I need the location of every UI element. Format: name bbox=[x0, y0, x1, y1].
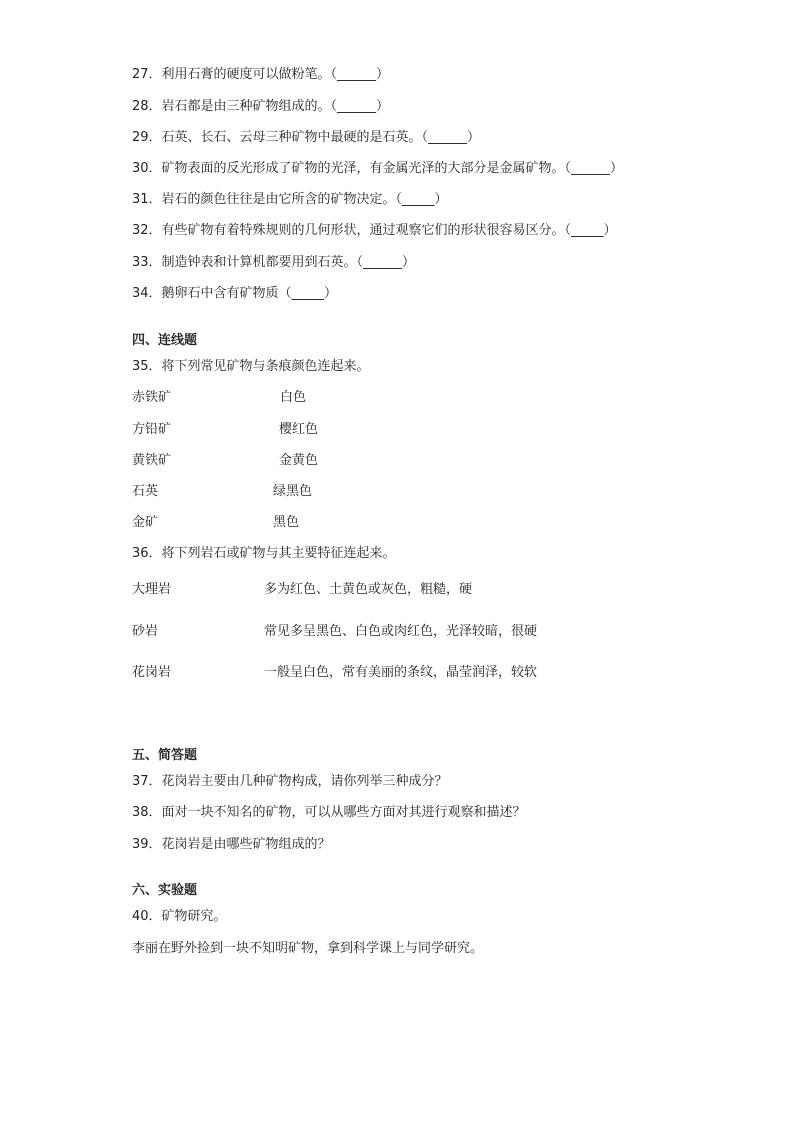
q35-right-5: 黑色 bbox=[273, 515, 300, 530]
section-5-heading: 五、简答题 bbox=[132, 748, 198, 763]
q36-right-3: 一般呈白色，常有美丽的条纹，晶莹润泽，较软 bbox=[264, 665, 538, 680]
q36-left-2: 砂岩 bbox=[132, 624, 159, 639]
question-39: 39．花岗岩是由哪些矿物组成的？ bbox=[132, 837, 331, 852]
question-30: 30．矿物表面的反光形成了矿物的光泽，有金属光泽的大部分是金属矿物。（______） bbox=[132, 161, 624, 176]
q35-left-3: 黄铁矿 bbox=[132, 453, 172, 468]
question-32: 32．有些矿物有着特殊规则的几何形状，通过观察它们的形状很容易区分。（_____） bbox=[132, 223, 617, 238]
question-40: 40．矿物研究。 bbox=[132, 909, 227, 924]
q35-left-1: 赤铁矿 bbox=[132, 390, 172, 405]
q35-right-4: 绿黑色 bbox=[273, 484, 313, 499]
question-34: 34．鹅卵石中含有矿物质（_____） bbox=[132, 286, 338, 301]
question-33: 33．制造钟表和计算机都要用到石英。（______） bbox=[132, 255, 416, 270]
q35-left-4: 石英 bbox=[132, 484, 159, 499]
q35-right-2: 樱红色 bbox=[279, 422, 319, 437]
question-37: 37．花岗岩主要由几种矿物构成，请你列举三种成分？ bbox=[132, 774, 448, 789]
question-40-text: 李丽在野外捡到一块不知明矿物，拿到科学课上与同学研究。 bbox=[132, 941, 484, 956]
question-35: 35．将下列常见矿物与条痕颜色连起来。 bbox=[132, 359, 370, 374]
question-38: 38．面对一块不知名的矿物，可以从哪些方面对其进行观察和描述？ bbox=[132, 805, 526, 820]
q36-right-2: 常见多呈黑色、白色或肉红色，光泽较暗，很硬 bbox=[264, 624, 538, 639]
question-36: 36．将下列岩石或矿物与其主要特征连起来。 bbox=[132, 546, 396, 561]
section-6-heading: 六、实验题 bbox=[132, 883, 198, 898]
q35-right-3: 金黄色 bbox=[279, 453, 319, 468]
q36-right-1: 多为红色、土黄色或灰色，粗糙，硬 bbox=[264, 582, 473, 597]
question-29: 29．石英、长石、云母三种矿物中最硬的是石英。（______） bbox=[132, 130, 481, 145]
q36-left-1: 大理岩 bbox=[132, 582, 172, 597]
question-27: 27．利用石膏的硬度可以做粉笔。（______） bbox=[132, 67, 390, 82]
question-31: 31．岩石的颜色往往是由它所含的矿物决定。（_____） bbox=[132, 192, 448, 207]
q35-right-1: 白色 bbox=[280, 390, 307, 405]
q36-left-3: 花岗岩 bbox=[132, 665, 172, 680]
question-28: 28．岩石都是由三种矿物组成的。（______） bbox=[132, 99, 390, 114]
q35-left-2: 方铅矿 bbox=[132, 422, 172, 437]
q35-left-5: 金矿 bbox=[132, 515, 159, 530]
section-4-heading: 四、连线题 bbox=[132, 333, 198, 348]
